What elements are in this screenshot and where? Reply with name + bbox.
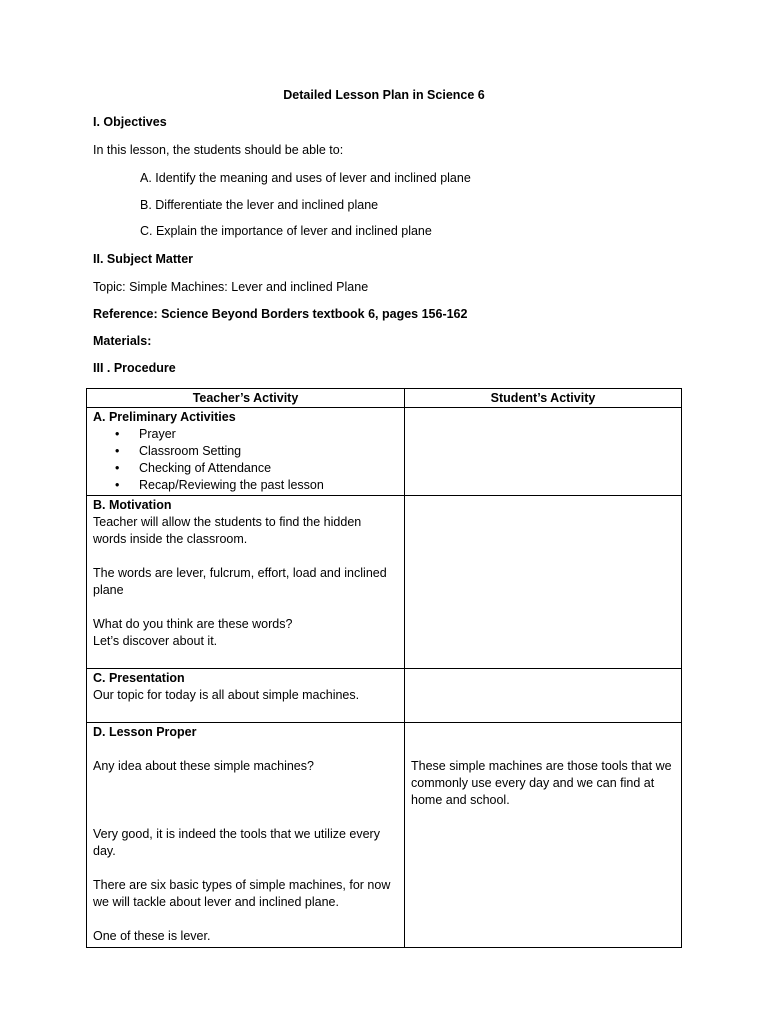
list-item: • Recap/Reviewing the past lesson bbox=[139, 477, 398, 494]
document-title: Detailed Lesson Plan in Science 6 bbox=[283, 88, 485, 102]
table-row bbox=[87, 496, 682, 669]
motivation-text: Teacher will allow the students to find the hidden words inside the classroom. bbox=[93, 515, 362, 546]
student-activity-header: Student’s Activity bbox=[405, 389, 682, 408]
presentation-heading: C. Presentation bbox=[93, 671, 185, 685]
objective-item: A. Identify the meaning and uses of lever and inclined plane bbox=[140, 171, 471, 185]
list-item: • Checking of Attendance bbox=[139, 460, 398, 477]
motivation-text: What do you think are these words? bbox=[93, 617, 293, 631]
table-row bbox=[87, 669, 682, 723]
preliminary-cell bbox=[87, 408, 405, 496]
lesson-proper-text: There are six basic types of simple machines, for now we will tackle about lever and inclined plane. bbox=[93, 878, 391, 909]
objectives-intro: In this lesson, the students should be able to: bbox=[93, 143, 344, 157]
table-row bbox=[87, 408, 682, 496]
topic-line: Topic: Simple Machines: Lever and inclined Plane bbox=[93, 280, 369, 294]
objective-item: C. Explain the importance of lever and inclined plane bbox=[140, 224, 432, 238]
table-row bbox=[87, 723, 682, 948]
student-cell bbox=[405, 496, 682, 669]
procedure-table bbox=[86, 388, 682, 948]
reference-line: Reference: Science Beyond Borders textbook 6, pages 156-162 bbox=[93, 307, 468, 321]
list-item: • Classroom Setting bbox=[139, 443, 398, 460]
preliminary-list bbox=[93, 426, 398, 494]
lesson-proper-text: One of these is lever. bbox=[93, 929, 211, 943]
table-header-row bbox=[87, 389, 682, 408]
preliminary-heading: A. Preliminary Activities bbox=[93, 410, 236, 424]
lesson-proper-cell bbox=[87, 723, 405, 948]
presentation-cell bbox=[87, 669, 405, 723]
objective-item: B. Differentiate the lever and inclined plane bbox=[140, 198, 379, 212]
presentation-text: Our topic for today is all about simple machines. bbox=[93, 688, 360, 702]
lesson-proper-text: Very good, it is indeed the tools that we utilize every day. bbox=[93, 827, 380, 858]
lesson-proper-text: Any idea about these simple machines? bbox=[93, 759, 314, 773]
lesson-proper-heading: D. Lesson Proper bbox=[93, 725, 197, 739]
motivation-text: Let’s discover about it. bbox=[93, 634, 218, 648]
subject-matter-heading: II. Subject Matter bbox=[93, 252, 194, 266]
list-item: • Prayer bbox=[139, 426, 398, 443]
procedure-heading: III . Procedure bbox=[93, 361, 176, 375]
student-cell bbox=[405, 669, 682, 723]
student-cell bbox=[405, 408, 682, 496]
teacher-activity-header: Teacher’s Activity bbox=[87, 389, 405, 408]
motivation-text: The words are lever, fulcrum, effort, load and inclined plane bbox=[93, 566, 387, 597]
student-answer-text: These simple machines are those tools that we commonly use every day and we can find at home and school. bbox=[411, 759, 672, 807]
objectives-heading: I. Objectives bbox=[93, 115, 167, 129]
motivation-heading: B. Motivation bbox=[93, 498, 172, 512]
motivation-cell bbox=[87, 496, 405, 669]
student-cell bbox=[405, 723, 682, 948]
materials-line: Materials: bbox=[93, 334, 152, 348]
